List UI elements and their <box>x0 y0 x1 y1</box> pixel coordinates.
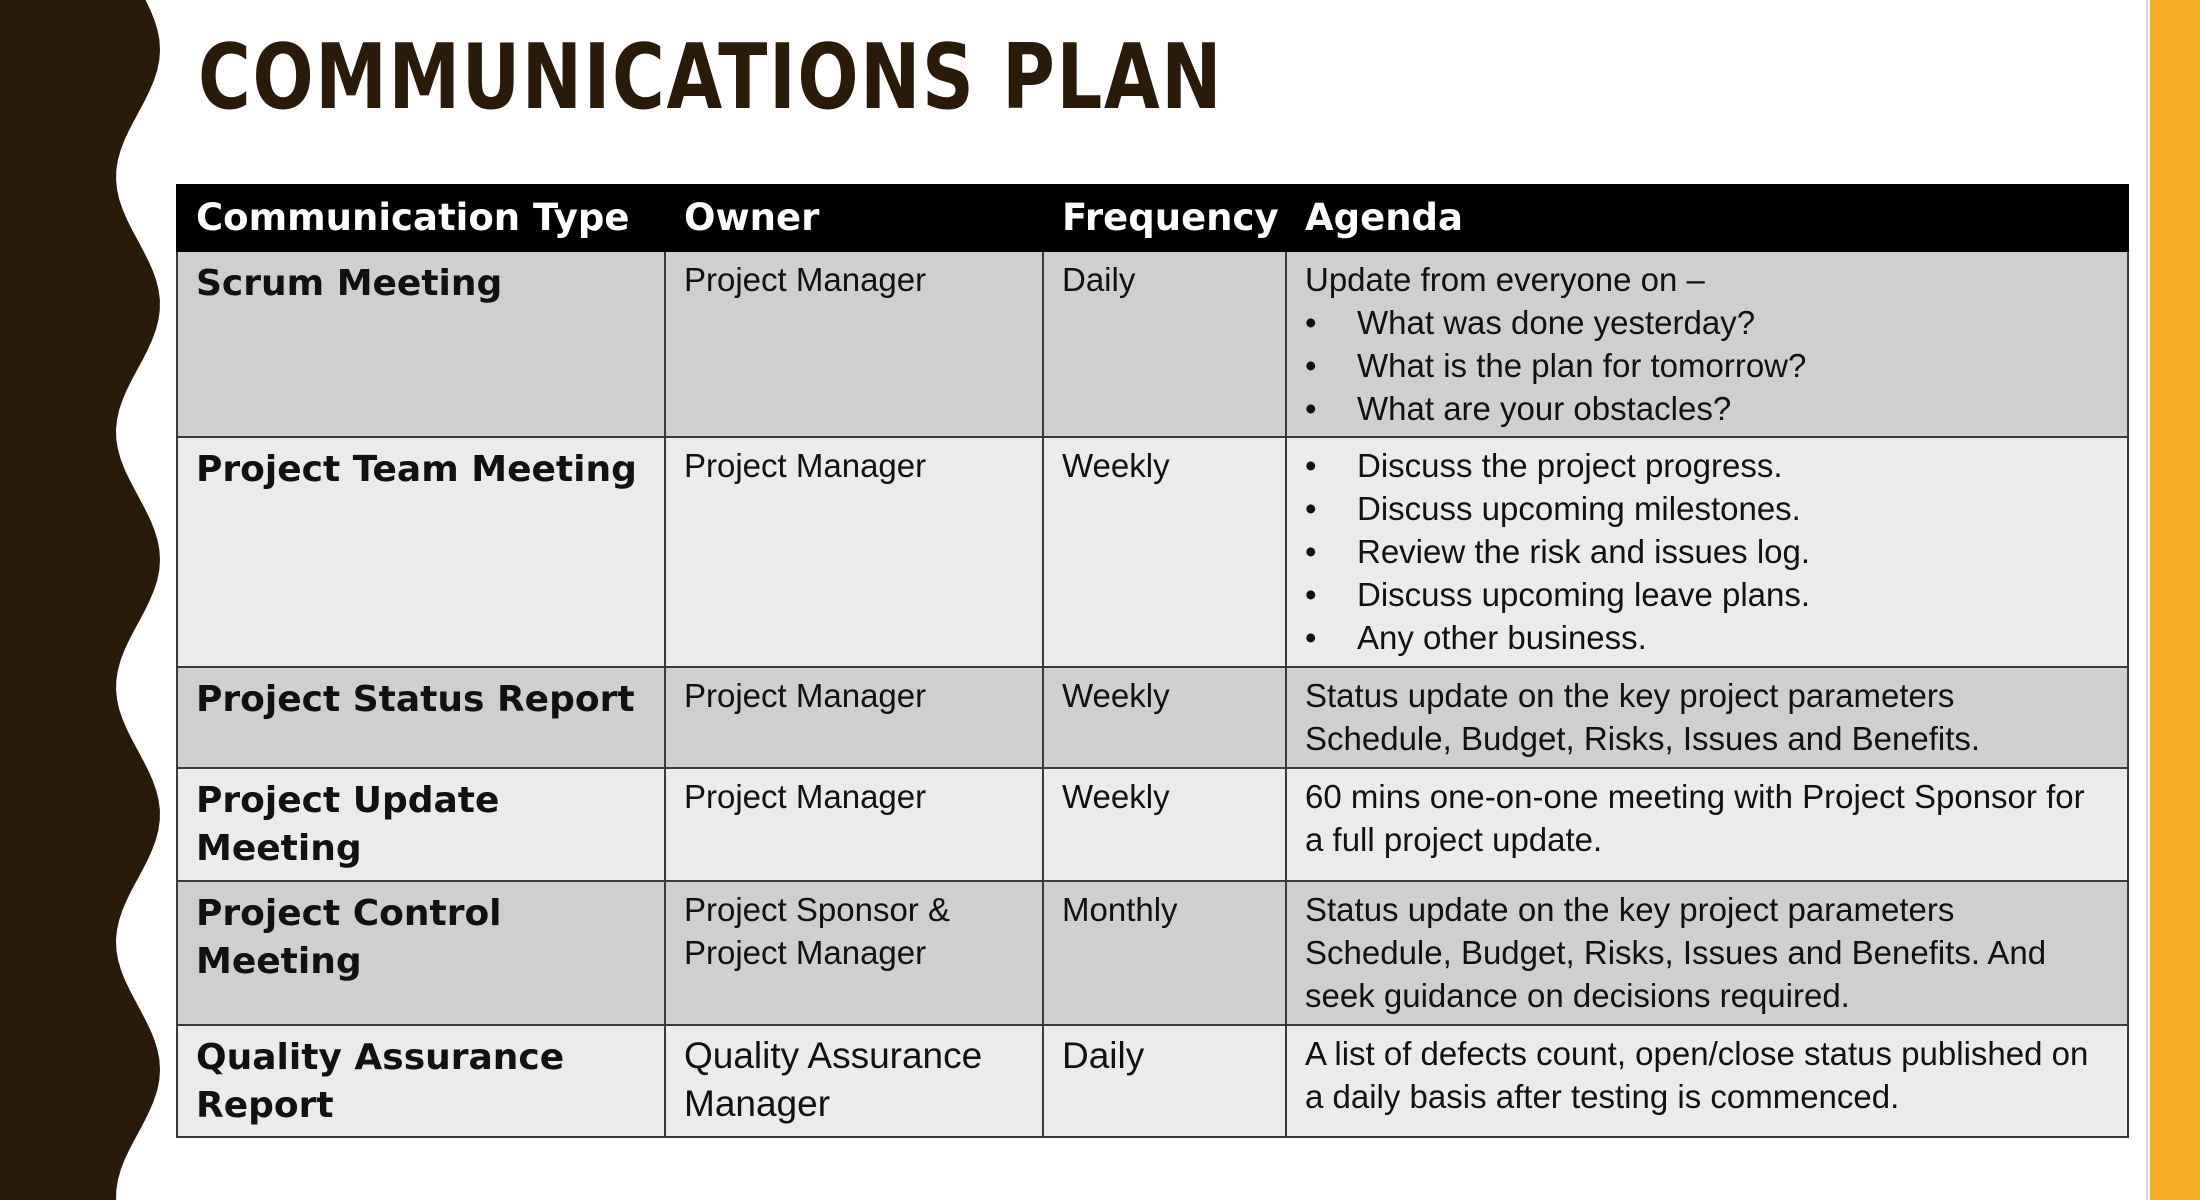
agenda-item: • Discuss upcoming leave plans. <box>1305 573 2109 616</box>
owner-cell: Project Manager <box>665 768 1043 881</box>
agenda-item: • What are your obstacles? <box>1305 387 2109 430</box>
frequency-cell: Weekly <box>1043 768 1286 881</box>
agenda-item: • Any other business. <box>1305 616 2109 659</box>
owner-cell: Project Manager <box>665 437 1043 667</box>
agenda-item: • Review the risk and issues log. <box>1305 530 2109 573</box>
agenda-intro: Update from everyone on – <box>1305 261 1705 298</box>
frequency-cell: Daily <box>1043 251 1286 437</box>
header-owner: Owner <box>665 185 1043 251</box>
table-row-project-control-meeting <box>177 881 2128 1025</box>
communication-type-cell: Project Team Meeting <box>177 437 665 667</box>
communication-type-cell: Project Status Report <box>177 667 665 768</box>
owner-cell: Project Manager <box>665 251 1043 437</box>
agenda-item: • Discuss the project progress. <box>1305 444 2109 487</box>
left-wave-decoration <box>0 0 200 1200</box>
table-row-scrum-meeting <box>177 251 2128 437</box>
table-row-project-update-meeting <box>177 768 2128 881</box>
table-row-project-status-report <box>177 667 2128 768</box>
frequency-cell: Weekly <box>1043 667 1286 768</box>
owner-cell: Project Manager <box>665 667 1043 768</box>
frequency-cell: Daily <box>1043 1025 1286 1137</box>
slide-edge-line <box>2146 0 2148 1200</box>
communication-type-cell: Quality Assurance Report <box>177 1025 665 1137</box>
header-frequency: Frequency <box>1043 185 1286 251</box>
communication-type-cell: Project Update Meeting <box>177 768 665 881</box>
table-header-row <box>177 185 2128 251</box>
agenda-item: • What is the plan for tomorrow? <box>1305 344 2109 387</box>
agenda-item: • Discuss upcoming milestones. <box>1305 487 2109 530</box>
agenda-list <box>1305 301 2109 430</box>
right-accent-bar <box>2150 0 2200 1200</box>
header-communication-type: Communication Type <box>177 185 665 251</box>
frequency-cell: Monthly <box>1043 881 1286 1025</box>
slide-title: COMMUNICATIONS PLAN <box>198 25 1224 130</box>
owner-cell: Quality Assurance Manager <box>665 1025 1043 1137</box>
agenda-cell <box>1286 251 2128 437</box>
owner-cell: Project Sponsor & Project Manager <box>665 881 1043 1025</box>
frequency-cell: Weekly <box>1043 437 1286 667</box>
agenda-item: • What was done yesterday? <box>1305 301 2109 344</box>
header-agenda: Agenda <box>1286 185 2128 251</box>
communication-type-cell: Scrum Meeting <box>177 251 665 437</box>
agenda-cell <box>1286 437 2128 667</box>
agenda-cell: Status update on the key project parameters Schedule, Budget, Risks, Issues and Benefits. <box>1286 667 2128 768</box>
communications-plan-table <box>176 184 2129 1138</box>
agenda-cell: A list of defects count, open/close status published on a daily basis after testing is commenced. <box>1286 1025 2128 1137</box>
agenda-cell: Status update on the key project parameters Schedule, Budget, Risks, Issues and Benefits. And seek guidance on decisions required. <box>1286 881 2128 1025</box>
table-row-project-team-meeting <box>177 437 2128 667</box>
communication-type-cell: Project Control Meeting <box>177 881 665 1025</box>
agenda-cell: 60 mins one-on-one meeting with Project Sponsor for a full project update. <box>1286 768 2128 881</box>
table-row-quality-assurance-report <box>177 1025 2128 1137</box>
agenda-list <box>1305 444 2109 659</box>
